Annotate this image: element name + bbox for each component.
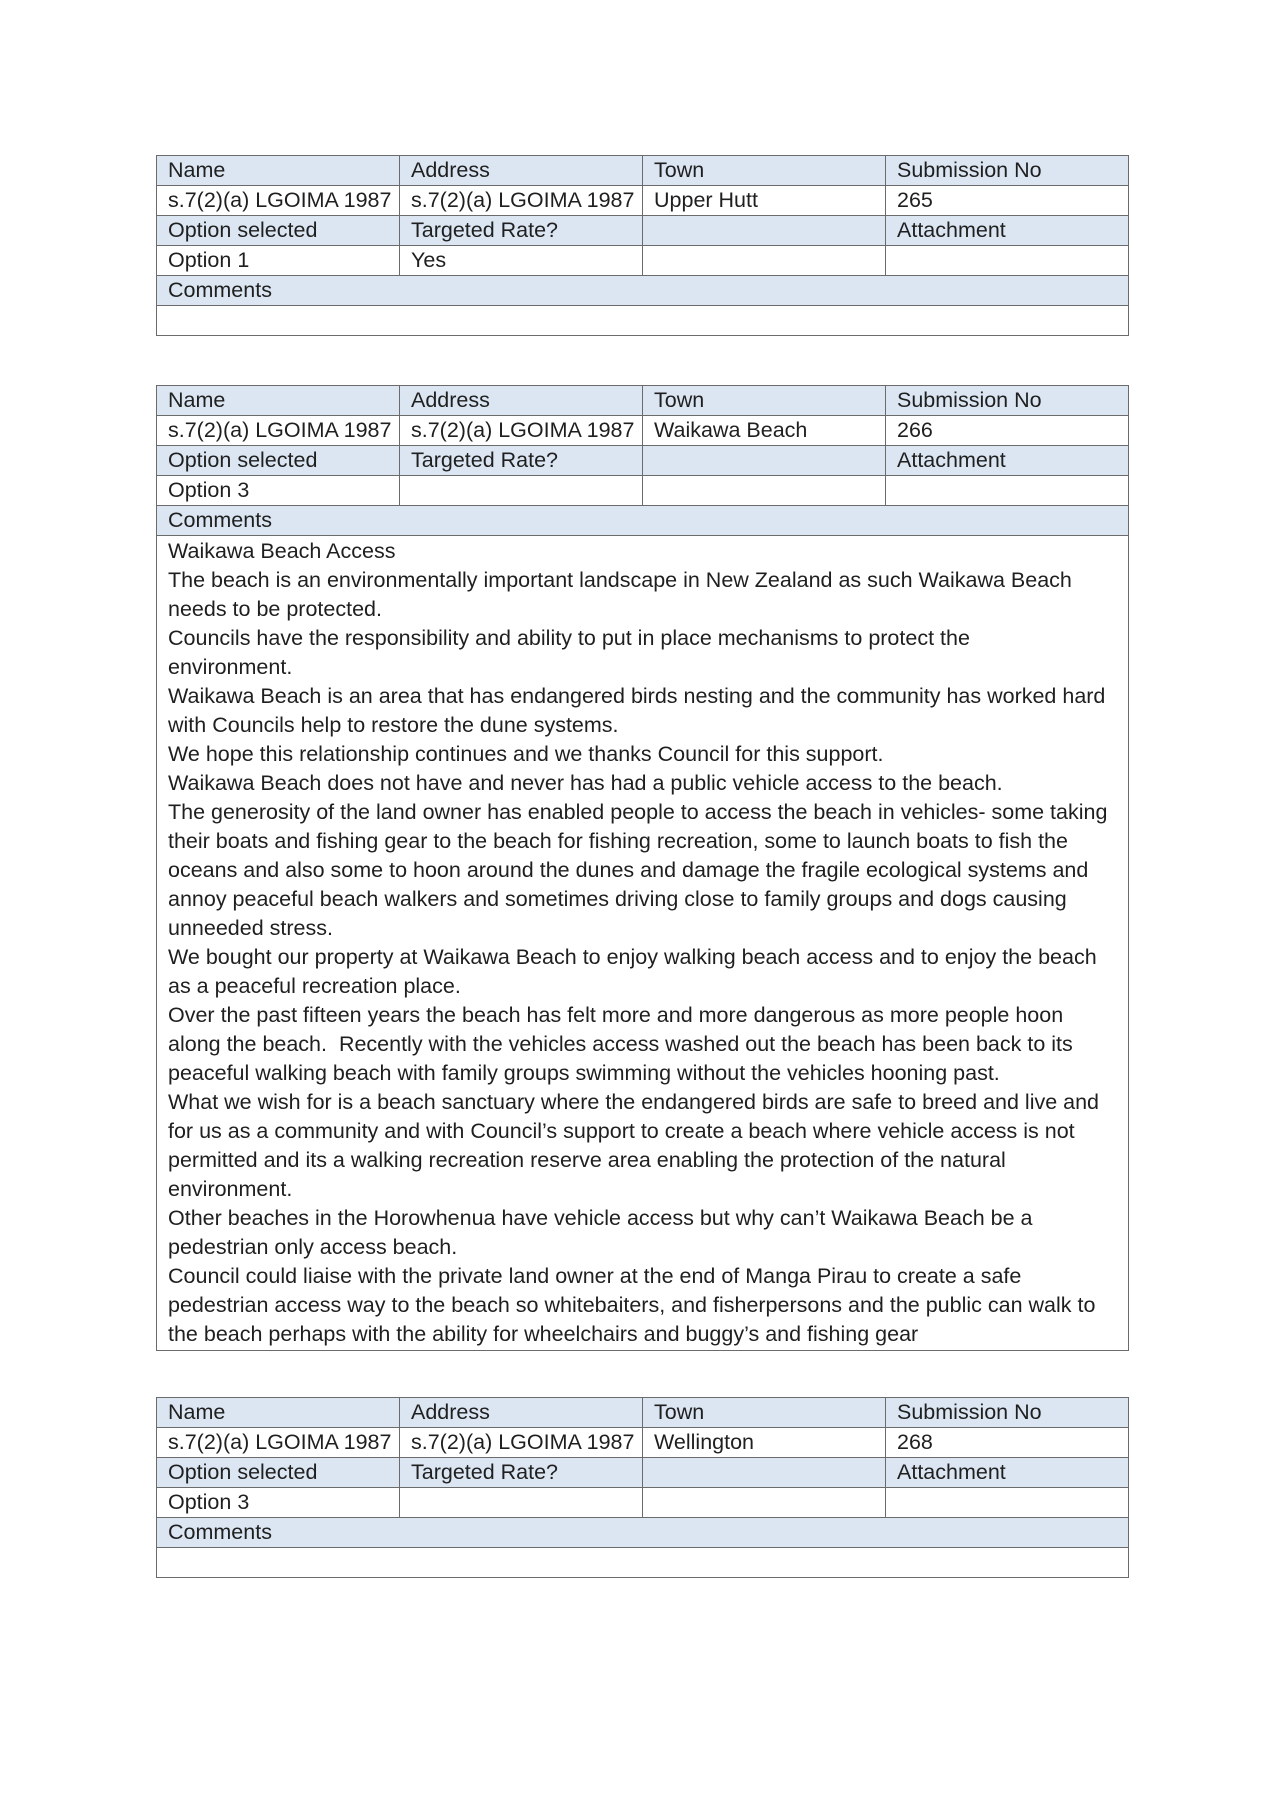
blank-header-cell (643, 216, 886, 246)
targeted-rate-value (400, 476, 643, 506)
submission-no-header: Submission No (886, 156, 1129, 186)
name-value: s.7(2)(a) LGOIMA 1987 (157, 416, 400, 446)
comment-line: permitted and its a walking recreation reserve area enabling the protection of the natural (168, 1148, 1006, 1172)
comments-body (157, 306, 1129, 336)
option-header-row (157, 216, 1129, 246)
option-header-row (157, 446, 1129, 476)
town-value: Waikawa Beach (643, 416, 886, 446)
blank-cell (643, 1488, 886, 1518)
details-row (157, 416, 1129, 446)
town-header: Town (643, 156, 886, 186)
header-row (157, 156, 1129, 186)
targeted-rate-header: Targeted Rate? (400, 216, 643, 246)
attachment-header: Attachment (886, 446, 1129, 476)
comment-line: environment. (168, 655, 293, 679)
comment-line: Waikawa Beach is an area that has endangered birds nesting and the community has worked hard (168, 684, 1106, 708)
comment-line: for us as a community and with Council’s support to create a beach where vehicle access is not (168, 1119, 1075, 1143)
comment-line: oceans and also some to hoon around the dunes and damage the fragile ecological systems and (168, 858, 1089, 882)
submission-no-value: 265 (886, 186, 1129, 216)
comment-line: pedestrian only access beach. (168, 1235, 458, 1259)
comment-line: Council could liaise with the private land owner at the end of Manga Pirau to create a safe (168, 1264, 1022, 1288)
comment-line: unneeded stress. (168, 916, 333, 940)
comments-row (157, 306, 1129, 336)
name-header: Name (157, 386, 400, 416)
name-value: s.7(2)(a) LGOIMA 1987 (157, 186, 400, 216)
comments-body (157, 536, 1129, 1351)
submission-no-value: 266 (886, 416, 1129, 446)
option-selected-header: Option selected (157, 446, 400, 476)
address-header: Address (400, 1398, 643, 1428)
address-value: s.7(2)(a) LGOIMA 1987 (400, 416, 643, 446)
option-value: Option 3 (157, 1488, 400, 1518)
submission-no-header: Submission No (886, 386, 1129, 416)
blank-header-cell (643, 1458, 886, 1488)
option-row (157, 246, 1129, 276)
comment-line: The beach is an environmentally important landscape in New Zealand as such Waikawa Beach (168, 568, 1072, 592)
comment-line: We hope this relationship continues and we thanks Council for this support. (168, 742, 884, 766)
header-row (157, 386, 1129, 416)
comment-line: What we wish for is a beach sanctuary where the endangered birds are safe to breed and live and (168, 1090, 1100, 1114)
comment-line: Over the past fifteen years the beach has felt more and more dangerous as more people hoon (168, 1003, 1064, 1027)
comment-line: Waikawa Beach does not have and never has had a public vehicle access to the beach. (168, 771, 1003, 795)
targeted-rate-header: Targeted Rate? (400, 1458, 643, 1488)
comment-line: The generosity of the land owner has enabled people to access the beach in vehicles- some taking (168, 800, 1108, 824)
comments-row (157, 536, 1129, 1351)
comments-header: Comments (157, 1518, 1129, 1548)
comments-header-row (157, 506, 1129, 536)
comment-line: Councils have the responsibility and ability to put in place mechanisms to protect the (168, 626, 970, 650)
comments-header-row (157, 1518, 1129, 1548)
option-value: Option 1 (157, 246, 400, 276)
comment-line: annoy peaceful beach walkers and sometimes driving close to family groups and dogs causing (168, 887, 1067, 911)
submission-no-header: Submission No (886, 1398, 1129, 1428)
comments-body (157, 1548, 1129, 1578)
header-row (157, 1398, 1129, 1428)
comment-line: environment. (168, 1177, 293, 1201)
blank-cell (643, 476, 886, 506)
comment-line: Waikawa Beach Access (168, 539, 396, 563)
name-value: s.7(2)(a) LGOIMA 1987 (157, 1428, 400, 1458)
comment-line: with Councils help to restore the dune systems. (168, 713, 619, 737)
address-value: s.7(2)(a) LGOIMA 1987 (400, 186, 643, 216)
submission-table-266 (156, 385, 1129, 1351)
address-value: s.7(2)(a) LGOIMA 1987 (400, 1428, 643, 1458)
town-header: Town (643, 1398, 886, 1428)
submission-no-value: 268 (886, 1428, 1129, 1458)
option-row (157, 476, 1129, 506)
option-selected-header: Option selected (157, 1458, 400, 1488)
comment-line: as a peaceful recreation place. (168, 974, 461, 998)
targeted-rate-header: Targeted Rate? (400, 446, 643, 476)
comment-line: along the beach. Recently with the vehicles access washed out the beach has been back to its (168, 1032, 1073, 1056)
name-header: Name (157, 1398, 400, 1428)
option-value: Option 3 (157, 476, 400, 506)
attachment-value (886, 246, 1129, 276)
attachment-header: Attachment (886, 1458, 1129, 1488)
comment-line: needs to be protected. (168, 597, 382, 621)
details-row (157, 1428, 1129, 1458)
option-row (157, 1488, 1129, 1518)
comment-line: We bought our property at Waikawa Beach to enjoy walking beach access and to enjoy the beach (168, 945, 1097, 969)
details-row (157, 186, 1129, 216)
comment-line: the beach perhaps with the ability for wheelchairs and buggy’s and fishing gear (168, 1322, 919, 1346)
comments-header: Comments (157, 506, 1129, 536)
option-header-row (157, 1458, 1129, 1488)
comments-header-row (157, 276, 1129, 306)
attachment-value (886, 1488, 1129, 1518)
comment-line: peaceful walking beach with family groups swimming without the vehicles hooning past. (168, 1061, 1000, 1085)
submission-table-268 (156, 1397, 1129, 1578)
option-selected-header: Option selected (157, 216, 400, 246)
comment-line: pedestrian access way to the beach so whitebaiters, and fisherpersons and the public can walk to (168, 1293, 1096, 1317)
comment-line: their boats and fishing gear to the beach for fishing recreation, some to launch boats to fish the (168, 829, 1068, 853)
address-header: Address (400, 156, 643, 186)
blank-header-cell (643, 446, 886, 476)
comments-row (157, 1548, 1129, 1578)
submission-table-265 (156, 155, 1129, 336)
town-header: Town (643, 386, 886, 416)
targeted-rate-value (400, 1488, 643, 1518)
address-header: Address (400, 386, 643, 416)
targeted-rate-value: Yes (400, 246, 643, 276)
town-value: Wellington (643, 1428, 886, 1458)
comments-header: Comments (157, 276, 1129, 306)
name-header: Name (157, 156, 400, 186)
attachment-value (886, 476, 1129, 506)
comment-line: Other beaches in the Horowhenua have vehicle access but why can’t Waikawa Beach be a (168, 1206, 1033, 1230)
attachment-header: Attachment (886, 216, 1129, 246)
town-value: Upper Hutt (643, 186, 886, 216)
blank-cell (643, 246, 886, 276)
